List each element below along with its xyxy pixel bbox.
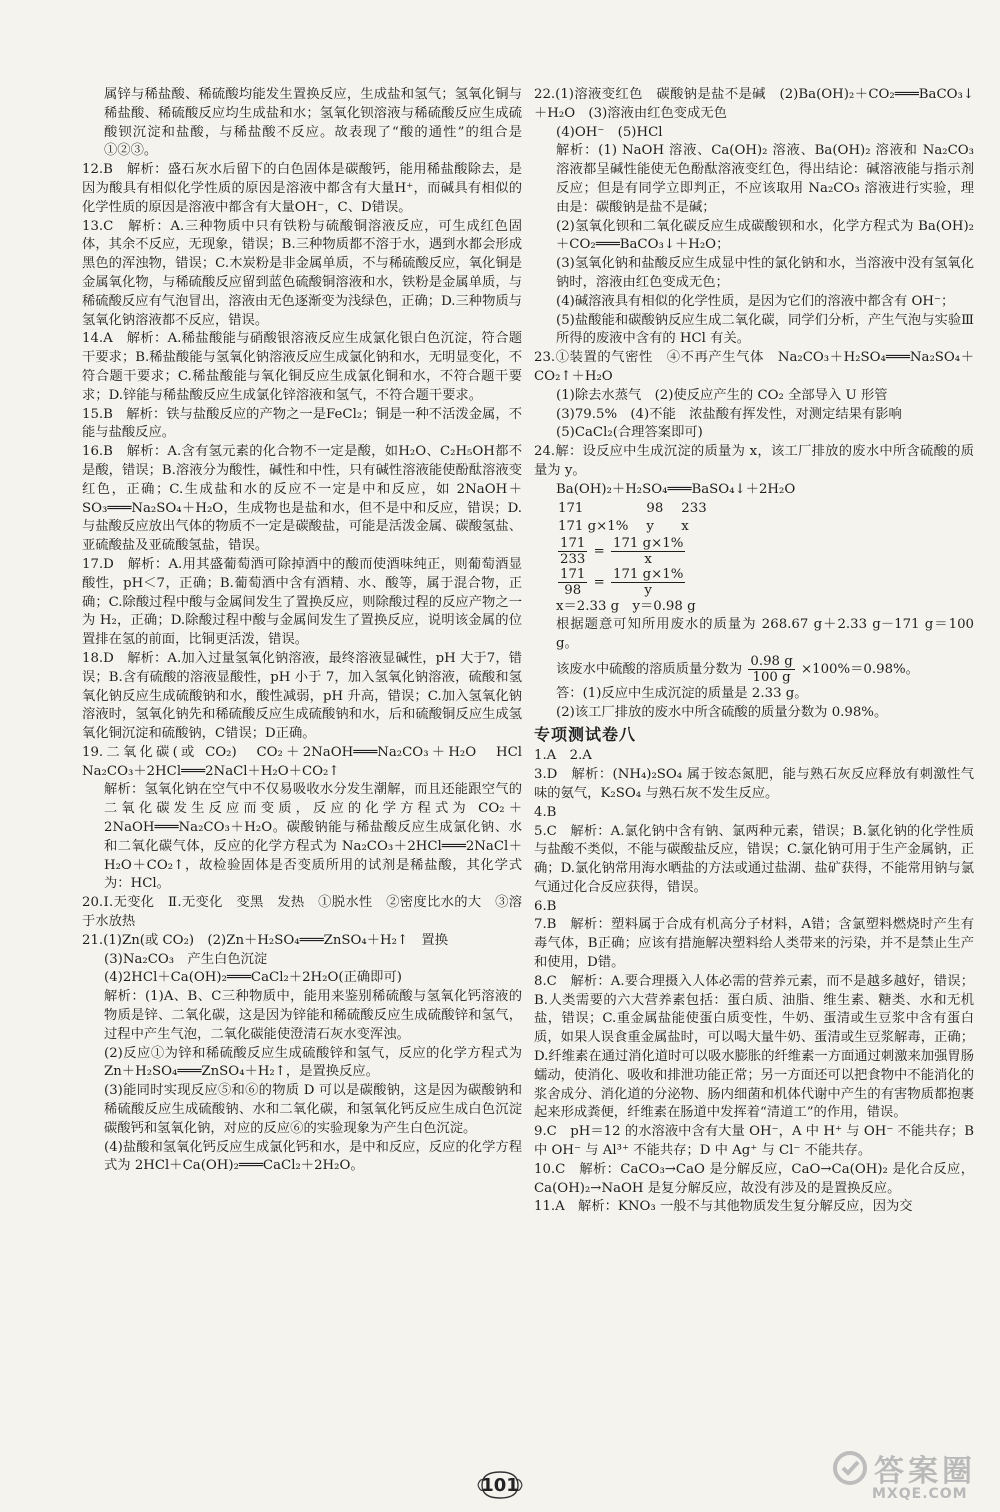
page-number (476, 1468, 524, 1502)
answer-paragraph: 21.(1)Zn(或 CO₂) (2)Zn＋H₂SO₄═══ZnSO₄＋H₂↑ 置换 (82, 932, 449, 948)
proportion-line: $\frac{171}{98}$ = $\frac{171 g\times 1\%}{y}$ (560, 566, 684, 598)
mass-cell: y (646, 518, 654, 534)
stoichiometry-table (558, 500, 725, 536)
fraction: $\frac{171 g\times 1\%}{x}$ (613, 535, 684, 567)
answer-paragraph: (4)2HCl＋Ca(OH)₂═══CaCl₂＋2H₂O(正确即可) (104, 970, 402, 986)
answer-paragraph: x＝2.33 g y＝0.98 g (556, 598, 696, 614)
answer-paragraph: 20.Ⅰ.无变化 Ⅱ.无变化 变黑 发热 ①脱水性 ②密度比水的大 ③溶于水放热 (82, 895, 522, 930)
answer-paragraph: 12.B 解析：盛石灰水后留下的白色固体是碳酸钙，能用稀盐酸除去，是因为酸具有相似化学性质的原因是溶液中都含有大量H⁺，而碱具有相似的化学性质的原因是溶液中都含有大量OH⁻，C、D错误。 (82, 162, 522, 215)
answer-paragraph: 23.①装置的气密性 ④不再产生气体 Na₂CO₃＋H₂SO₄═══Na₂SO₄＋CO₂↑＋H₂O (534, 350, 974, 384)
answer-paragraph: 解析：(1)A、B、C三种物质中，能用来鉴别稀硫酸与氢氧化钙溶液的物质是锌、二氧化碳，这是因为锌能和稀硫酸反应生成硫酸锌和氢气，过程中产生气泡，二氧化碳能使澄清石灰水变浑浊。 (104, 989, 522, 1042)
answer-paragraph: 16.B 解析：A.含有氢元素的化合物不一定是酸，如H₂O、C₂H₅OH都不是酸，错误；B.溶液分为酸性，碱性和中性，只有碱性溶液能使酚酞溶液变红色，正确；C.生成盐和水的反应不一定是中和反应，如 2NaOH＋SO₃═══Na₂SO₄＋H₂O，生成物也是盐和水，但不是中和反应，错误；D.与盐酸反应放出气体的物质不一定是碳酸盐，可能是活泼金属、碳酸氢盐、亚硫酸盐及亚硫酸氢盐，错误。 (82, 444, 522, 554)
answer-paragraph: (2)氢氧化钡和二氧化碳反应生成碳酸钡和水，化学方程式为 Ba(OH)₂＋CO₂═══BaCO₃↓＋H₂O； (556, 218, 974, 253)
answer-paragraph: (3)79.5% (4)不能 浓盐酸有挥发性，对测定结果有影响 (556, 406, 902, 422)
section-title: 专项测试卷八 (534, 724, 637, 744)
answer-paragraph: 8.C 解析：A.要合理摄入人体必需的营养元素，而不是越多越好，错误；B.人类需要的六大营养素包括：蛋白质、油脂、维生素、糖类、水和无机盐，错误；C.重金属盐能使蛋白质变性，牛奶、蛋清或生豆浆中含有蛋白质，如果人误食重金属盐时，可以喝大量牛奶、蛋清或生豆浆解毒，正确；D.纤维素在通过消化道时可以吸水膨胀的纤维素一方面通过刺激来加强胃肠蠕动，使消化、吸收和排泄功能正常；另一方面还可以把食物中不能消化的浆舍成分、消化道的分泌物、肠内细菌和机体代谢中产生的有害物质都抱裹起来形成粪便，纤维素在肠道中发挥着“清道工”的作用，错误。 (534, 973, 974, 1121)
fraction: $\frac{171}{233}$ (560, 535, 586, 567)
answer-paragraph: 24.解：设反应中生成沉淀的质量为 x，该工厂排放的废水中所含硫酸的质量为 y。 (534, 444, 974, 478)
answer-paragraph: 22.(1)溶液变红色 碳酸钠是盐不是碱 (2)Ba(OH)₂＋CO₂═══BaCO₃↓＋H₂O (3)溶液由红色变成无色 (534, 87, 974, 121)
mass-cell: 171 g×1% (558, 518, 629, 534)
left-column (82, 86, 536, 1176)
fraction: $\frac{171 g\times 1\%}{y}$ (613, 566, 684, 598)
answer-paragraph: 14.A 解析：A.稀盐酸能与硝酸银溶液反应生成氯化银白色沉淀，符合题干要求；B.稀盐酸能与氢氧化钠溶液反应生成氯化钠和水，无明显变化，不符合题干要求；C.稀盐酸能与氧化铜反应生成氯化铜和水，不符合题干要求；D.锌能与稀盐酸反应生成氯化锌溶液和氢气，不符合题干要求。 (82, 331, 522, 403)
watermark (832, 1444, 992, 1508)
answer-paragraph: (2)该工厂排放的废水中所含硫酸的质量分数为 0.98%。 (556, 704, 888, 720)
answer-paragraph: (5)盐酸能和碳酸钠反应生成二氧化碳，同学们分析，产生气泡与实验Ⅲ所得的废液中含有的 HCl 有关。 (556, 312, 974, 347)
mass-cell: x (681, 518, 689, 534)
molar-mass-cell: 171 (558, 500, 584, 516)
page-number-text: 101 (481, 1474, 519, 1496)
answer-paragraph: (4)盐酸和氢氧化钙反应生成氯化钙和水，是中和反应，反应的化学方程式为 2HCl＋Ca(OH)₂═══CaCl₂＋2H₂O。 (104, 1139, 522, 1174)
answer-paragraph: 6.B (534, 898, 557, 914)
answer-paragraph: 9.C pH＝12 的水溶液中含有大量 OH⁻，A 中 H⁺ 与 OH⁻ 不能共存；B 中 OH⁻ 与 Al³⁺ 不能共存；D 中 Ag⁺ 与 Cl⁻ 不能共存。 (534, 1124, 974, 1159)
answer-paragraph: (3)能同时实现反应⑤和⑥的物质 D 可以是碳酸钠，这是因为碳酸钠和稀硫酸反应生成硫酸钠、水和二氧化碳，和氢氧化钙反应生成白色沉淀碳酸钙和氢氧化钠，对应的反应⑥的实验现象为产生白色沉淀。 (104, 1083, 522, 1136)
answer-paragraph: 15.B 解析：铁与盐酸反应的产物之一是FeCl₂；铜是一种不活泼金属，不能与盐酸反应。 (82, 406, 522, 441)
molar-mass-cell: 98 (646, 500, 664, 516)
answer-paragraph: 1.A 2.A (534, 748, 592, 764)
answer-paragraph: 13.C 解析：A.三种物质中只有铁粉与硫酸铜溶液反应，可生成红色固体，其余不反应，无现象，错误；B.三种物质都不溶于水，遇到水都会形成黑色的浑浊物，错误；C.木炭粉是非金属单质，不与稀硫酸反应，氧化铜是金属氧化物，与稀硫酸反应留到蓝色硫酸铜溶液和水，铁粉是金属单质，与稀硫酸反应有气泡冒出，溶液由无色逐渐变为浅绿色，正确；D.三种物质与氢氧化钠溶液都不反应，错误。 (82, 218, 522, 328)
answer-paragraph: 解析：(1) NaOH 溶液、Ca(OH)₂ 溶液、Ba(OH)₂ 溶液和 Na₂CO₃ 溶液都呈碱性能使无色酚酞溶液变红色，得出结论：碱溶液能与指示剂反应；但是有同学立即判正，不应该取用 Na₂CO₃ 溶液进行实验，理由是：碳酸钠是盐不是碱； (556, 143, 974, 215)
fraction: $\frac{0.98 g}{100 g}$ (750, 653, 793, 685)
answer-paragraph: 5.C 解析：A.氯化钠中含有钠、氯两种元素，错误；B.氯化钠的化学性质与盐酸不类似，不能与碳酸盐反应，错误；C.氯化钠可用于生产金属钠，正确；D.氯化钠常用海水晒盐的方法或通过盐湖、盐矿获得，不能常用钠与氯气通过化合反应获得，错误。 (534, 823, 974, 895)
right-column (534, 86, 974, 1217)
answer-paragraph: (3)Na₂CO₃ 产生白色沉淀 (104, 951, 268, 967)
answer-paragraph: 4.B (534, 804, 557, 820)
watermark-title: 答案圈 (874, 1454, 976, 1489)
answer-paragraph: (1)除去水蒸气 (2)使反应产生的 CO₂ 全部导入 U 形管 (556, 387, 888, 403)
percent-line: 该废水中硫酸的溶质质量分数为 $\frac{0.98 g}{100 g}$ ×100%＝0.98%。 (556, 653, 919, 685)
answer-paragraph: 18.D 解析：A.加入过量氢氧化钠溶液，最终溶液显碱性，pH 大于7，错误；B.含有硫酸的溶液显酸性，pH 小于 7，加入氢氧化钠溶液，硫酸和氢氧化钠反应生成硫酸钠和水，酸性减弱，pH 升高，错误；C.加入氢氧化钠溶液时，氢氧化钠先和稀硫酸反应生成硫酸钠和水，后和硫酸铜反应生成氢氧化铜沉淀和硫酸钠，C错误；D正确。 (82, 650, 522, 742)
answer-paragraph: 属锌与稀盐酸、稀硫酸均能发生置换反应，生成盐和氢气；氢氧化铜与稀盐酸、稀硫酸反应均生成盐和水；氢氧化钡溶液与稀硫酸反应生成硫酸钡沉淀和盐酸，与稀盐酸不反应。故表现了“酸的通性”的组合是①②③。 (104, 87, 522, 159)
answer-paragraph: (2)反应①为锌和稀硫酸反应生成硫酸锌和氢气，反应的化学方程式为 Zn＋H₂SO₄═══ZnSO₄＋H₂↑，是置换反应。 (104, 1045, 522, 1080)
answer-paragraph: 根据题意可知所用废水的质量为 268.67 g＋2.33 g－171 g＝100 g。 (556, 617, 974, 652)
answer-paragraph: (4)碱溶液具有相似的化学性质，是因为它们的溶液中都含有 OH⁻； (556, 293, 955, 309)
watermark-logo-icon (832, 1450, 868, 1486)
fraction: $\frac{171}{98}$ (560, 566, 586, 598)
answer-paragraph: (5)CaCl₂(合理答案即可) (556, 425, 703, 441)
watermark-url: MXQE.COM (872, 1486, 968, 1502)
answer-paragraph: 3.D 解析：(NH₄)₂SO₄ 属于铵态氮肥，能与熟石灰反应释放有刺激性气味的氨气，K₂SO₄ 与熟石灰不发生反应。 (534, 767, 974, 801)
answer-paragraph: 7.B 解析：塑料属于合成有机高分子材料，A错；含氯塑料燃烧时产生有毒气体，B正确；应该有措施解决塑料给人类带来的污染，并不是禁止生产和使用，D错。 (534, 917, 974, 971)
molar-mass-cell: 233 (681, 500, 707, 516)
answer-paragraph: 答：(1)反应中生成沉淀的质量是 2.33 g。 (556, 685, 808, 701)
answer-paragraph: (4)OH⁻ (5)HCl (556, 124, 663, 140)
answer-paragraph: 11.A 解析：KNO₃ 一般不与其他物质发生复分解反应，因为交 (534, 1199, 913, 1215)
answer-paragraph: 解析：氢氧化钠在空气中不仅易吸收水分发生潮解，而且还能跟空气的二氧化碳发生反应而变质，反应的化学方程式为 CO₂＋2NaOH═══Na₂CO₃＋H₂O。碳酸钠能与稀盐酸反应生成氯化钠、水和二氧化碳气体，反应的化学方程式为 Na₂CO₃＋2HCl═══2NaCl＋H₂O＋CO₂↑，故检验固体是否变质所用的试剂是稀盐酸，其化学式为：HCl。 (104, 782, 522, 892)
answer-paragraph: 17.D 解析：A.用其盛葡萄酒可除掉酒中的酸而使酒味纯正，则葡萄酒显酸性，pH＜7，正确；B.葡萄酒中含有酒精、水、酸等，属于混合物，正确；C.除酸过程中酸与金属间发生了置换反应，则除酸过程的反应产物之一为 H₂，正确；D.除酸过程中酸与金属间发生了置换反应，说明该金属的位置排在氢的前面，比铜更活泼，错误。 (82, 556, 522, 648)
answer-paragraph: 10.C 解析：CaCO₃→CaO 是分解反应，CaO→Ca(OH)₂ 是化合反应，Ca(OH)₂→NaOH 是复分解反应，故没有涉及的是置换反应。 (534, 1161, 974, 1196)
proportion-line: $\frac{171}{233}$ = $\frac{171 g\times 1\%}{x}$ (560, 535, 684, 567)
answer-paragraph: 19.二氧化碳(或 CO₂) CO₂＋2NaOH═══Na₂CO₃＋H₂O HCl Na₂CO₃＋2HCl═══2NaCl＋H₂O＋CO₂↑ (82, 744, 536, 779)
answer-paragraph: (3)氢氧化钠和盐酸反应生成显中性的氯化钠和水，当溶液中没有氢氧化钠时，溶液由红色变成无色； (556, 256, 974, 290)
equation: Ba(OH)₂＋H₂SO₄═══BaSO₄↓＋2H₂O (556, 481, 796, 497)
